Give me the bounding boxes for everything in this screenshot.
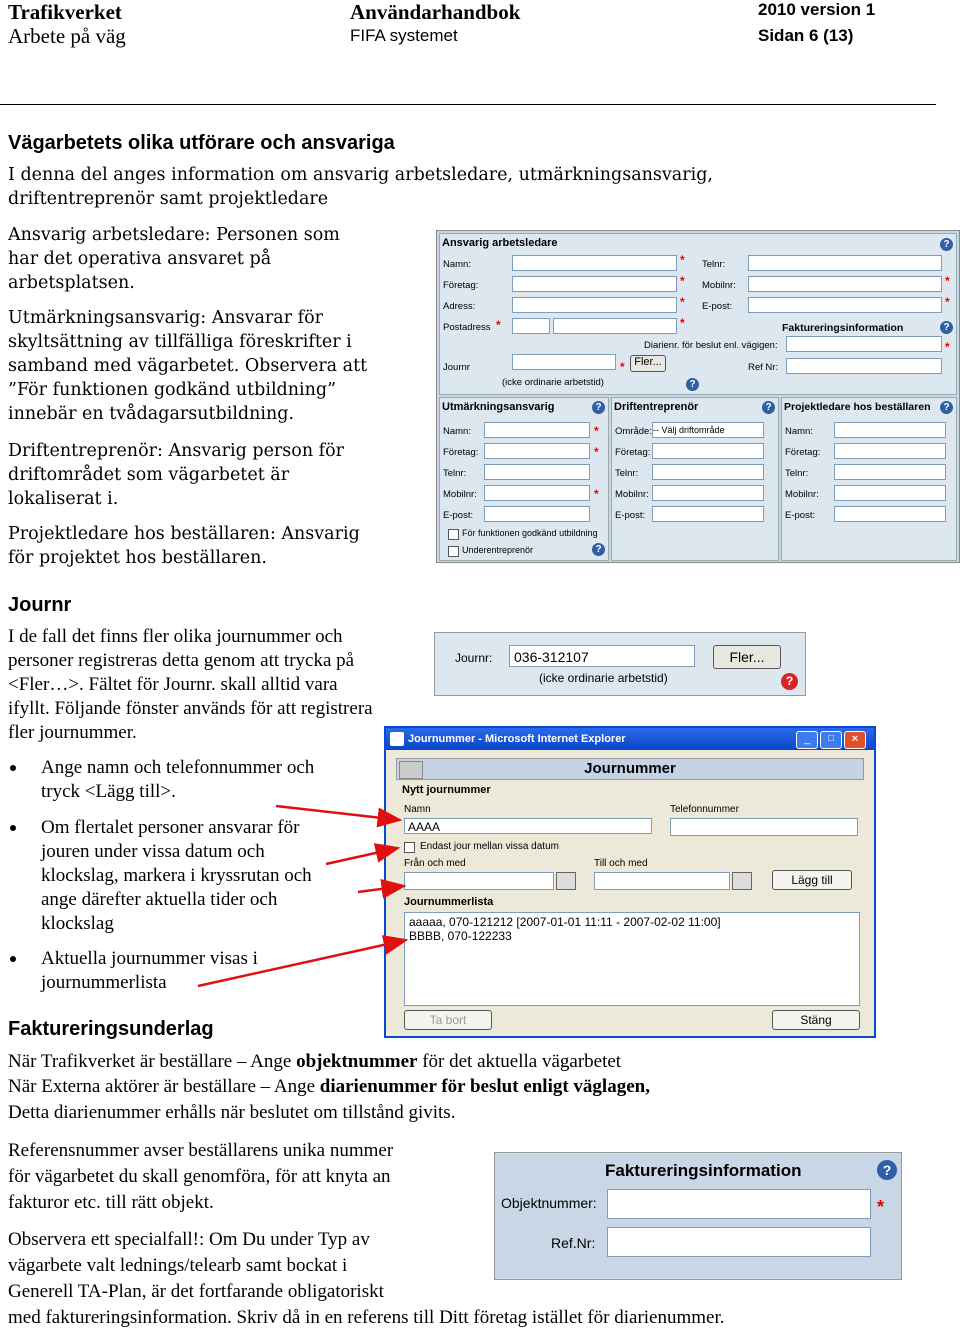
label-fran: Från och med [404,858,466,869]
label-till: Till och med [594,858,648,869]
header-doc-title: Användarhandbok [350,0,521,24]
required-star: * [594,445,599,459]
text-line: Generell TA-Plan, är det fortfarande obligatoriskt [8,1281,384,1302]
label-refnr: Ref.Nr: [551,1235,596,1251]
fakt-line-1 [8,1050,908,1074]
window-heading: Journummer [584,760,676,777]
required-star: * [680,295,685,309]
help-icon[interactable]: ? [940,238,953,251]
label-namn: Namn: [443,259,471,270]
list-item[interactable]: aaaaa, 070-121212 [2007-01-01 11:11 - 2007-02-02 11:00] [409,915,721,929]
header-page: Sidan 6 (13) [758,26,854,45]
text-line: har det operativa ansvaret på [8,249,272,269]
help-icon[interactable]: ? [940,321,953,334]
close-icon[interactable]: × [844,731,866,749]
text-line: fakturor etc. till rätt objekt. [8,1192,214,1213]
help-icon[interactable]: ? [686,378,699,391]
text-line: fler journummer. [8,722,137,743]
header-version: 2010 version 1 [758,0,876,19]
text-run-bold: objektnummer [296,1051,418,1072]
label-epost: E-post: [785,510,816,521]
maximize-icon[interactable]: □ [820,731,842,749]
label-foretag: Företag: [443,447,479,458]
text-line: lokaliserat i. [8,489,119,509]
required-star: * [594,424,599,438]
text-run: för det aktuella vägarbetet [417,1051,622,1072]
label-icke-ordinarie: (icke ordinarie arbetstid) [539,671,668,685]
label-telefon: Telefonnummer [670,804,739,815]
text-line: för vägarbetet du skall genomföra, för att knyta an [8,1166,391,1187]
omrade-selected: -- Välj driftområde [653,425,725,435]
text-line: <Fler…>. Fältet för Journr. skall alltid vara [8,674,338,695]
help-icon[interactable]: ? [592,401,605,414]
section-title-journr: Journr [8,594,72,616]
journr-value-input[interactable]: 036-312107 [509,645,695,667]
label-foretag: Företag: [615,447,651,458]
label-telnr: Telnr: [443,468,467,479]
fakturering-screenshot [494,1152,902,1280]
text-line: jouren under vissa datum och [41,841,265,862]
panel-title: Ansvarig arbetsledare [442,237,558,249]
header-dept: Arbete på väg [8,24,126,48]
label-mobilnr: Mobilnr: [615,489,649,500]
label-mobilnr: Mobilnr: [443,489,477,500]
required-star: * [945,340,950,354]
text-line: driftområdet som vägarbetet är [8,465,290,485]
label-icke-ordinarie: (icke ordinarie arbetstid) [502,377,604,388]
intro-line-2: driftentreprenör samt projektledare [8,189,329,209]
ta-bort-button[interactable]: Ta bort [404,1010,492,1030]
required-star: * [945,274,950,288]
arrow-to-list [198,940,406,986]
label-diarienr: Diarienr. för beslut enl. vägigen: [644,340,778,351]
label-foretag: Företag: [443,280,479,291]
text-line: ”För funktionen godkänd utbildning” [8,380,337,400]
text-line: personer registreras detta genom att trycka på [8,650,355,671]
label-mobilnr: Mobilnr: [785,489,819,500]
journummerlista-title: Journummerlista [404,896,494,908]
label-epost: E-post: [443,510,474,521]
required-star: * [877,1197,885,1217]
fakturering-title: Faktureringsinformation [782,322,904,334]
label-telnr: Telnr: [615,468,639,479]
required-star: * [680,316,685,330]
fler-button[interactable]: Fler... [713,645,781,669]
refnr-input[interactable] [607,1227,871,1257]
panel-title: Driftentreprenör [614,401,699,413]
required-star: * [680,274,685,288]
fakturering-title: Faktureringsinformation [605,1161,802,1180]
nytt-journummer-title: Nytt journummer [402,784,491,796]
stang-button[interactable]: Stäng [772,1010,860,1030]
help-icon[interactable]: ? [762,401,775,414]
text-line: tryck <Lägg till>. [41,781,176,802]
label-postadress: Postadress [443,322,491,333]
text-line: Ansvarig arbetsledare: Personen som [8,225,340,245]
label-telnr: Telnr: [702,259,726,270]
lagg-till-button[interactable]: Lägg till [772,870,852,890]
list-item[interactable]: BBBB, 070-122233 [409,929,512,943]
text-line: skyltsättning av tillfälliga föreskrifter i [8,332,352,352]
label-mobilnr: Mobilnr: [702,280,736,291]
arrow-to-dates [358,886,404,892]
label-epost: E-post: [702,301,733,312]
objektnummer-input[interactable] [607,1189,871,1219]
window-title: Journummer - Microsoft Internet Explorer [408,733,626,745]
fakt-line-2 [8,1075,908,1099]
text-line: klockslag, markera i kryssrutan och [41,865,312,886]
label-underentr: Underentreprenör [462,545,534,555]
required-star: * [594,487,599,501]
text-line: Aktuella journummer visas i [41,948,258,969]
label-omrade: Område: [615,426,652,437]
label-refnr: Ref Nr: [748,362,779,373]
fler-button[interactable]: Fler... [630,355,666,372]
label-telnr: Telnr: [785,468,809,479]
panel-title: Utmärkningsansvarig [442,401,555,413]
text-run-bold: diarienummer för beslut enligt väglagen, [319,1076,650,1097]
help-icon[interactable]: ? [781,673,798,690]
text-line: samband med vägarbetet. Observera att [8,356,368,376]
required-star: * [620,360,625,374]
text-line: för projektet hos beställaren. [8,548,267,568]
text-line: Ange namn och telefonnummer och [41,757,315,778]
text-line: Utmärkningsansvarig: Ansvarar för [8,308,324,328]
text-line: Driftentreprenör: Ansvarig person för [8,441,345,461]
label-namn: Namn [404,804,431,815]
text-line: Referensnummer avser beställarens unika nummer [8,1140,394,1161]
text-line: Om flertalet personer ansvarar för [41,817,300,838]
text-run: När Externa aktörer är beställare – Ange [8,1076,320,1097]
label-godkand: För funktionen godkänd utbildning [462,528,598,538]
text-line: I de fall det finns fler olika journummer och [8,626,343,647]
help-icon[interactable]: ? [592,543,605,556]
fakt-line-3: Detta diarienummer erhålls när beslutet om tillstånd givits. [8,1102,456,1123]
required-star: * [496,318,501,332]
required-star: * [680,253,685,267]
namn-input[interactable]: AAAA [404,818,652,834]
label-foretag: Företag: [785,447,821,458]
help-icon[interactable]: ? [940,401,953,414]
text-line: klockslag [41,913,114,934]
section-title-fakturering: Faktureringsunderlag [8,1018,214,1040]
label-journr: Journr: [455,651,493,665]
header-doc-sub: FIFA systemet [350,26,458,45]
text-line: Projektledare hos beställaren: Ansvarig [8,524,360,544]
text-run: När Trafikverket är beställare – Ange [8,1051,297,1072]
para-referensnummer [8,1139,488,1215]
section-title-utforare: Vägarbetets olika utförare och ansvariga [8,132,395,154]
required-star: * [945,295,950,309]
label-objektnummer: Objektnummer: [501,1195,597,1211]
minimize-icon[interactable]: _ [796,731,818,749]
header-org: Trafikverket [8,0,122,24]
text-line: med faktureringsinformation. Skriv då in en referens till Ditt företag istället för diarienummer. [8,1307,725,1328]
arrow-to-checkbox [326,848,398,864]
arrow-to-namn [276,806,400,820]
label-namn: Namn: [785,426,813,437]
text-line: journummerlista [41,972,167,993]
label-endast: Endast jour mellan vissa datum [420,841,559,852]
text-line: Observera ett specialfall!: Om Du under Typ av [8,1229,370,1250]
text-line: ange därefter aktuella tider och [41,889,278,910]
text-line: innebär en tvådagarsutbildning. [8,404,295,424]
label-journr: Journr [443,362,470,373]
text-line: arbetsplatsen. [8,273,135,293]
label-adress: Adress: [443,301,476,312]
label-namn: Namn: [443,426,471,437]
intro-line-1: I denna del anges information om ansvarig arbetsledare, utmärkningsansvarig, [8,165,713,185]
text-line: vägarbete valt lednings/telearb samt bockat i [8,1255,348,1276]
label-epost: E-post: [615,510,646,521]
text-line: ifyllt. Följande fönster används för att registrera [8,698,373,719]
panel-title: Projektledare hos beställaren [784,401,931,413]
help-icon[interactable]: ? [877,1160,897,1180]
